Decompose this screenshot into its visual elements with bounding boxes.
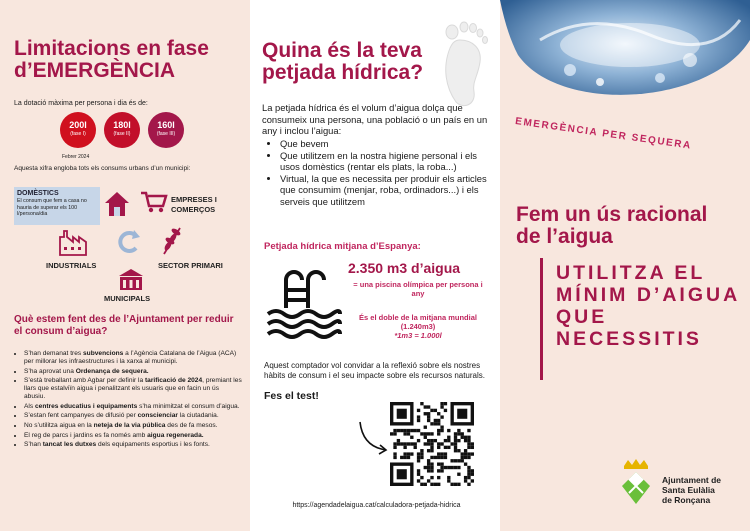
text: S’han [24,441,43,449]
slogan-bar [540,258,543,380]
level-value: 200l [69,120,87,130]
level-phase: (fase II) [113,131,131,137]
list-item [24,377,242,401]
town-line: Ajuntament de [662,475,722,485]
limitations-title: Limitacions en fase d’EMERGÈNCIA [14,37,209,82]
category-companies: EMPRESES I COMERÇOS [171,195,217,214]
qr-code[interactable] [390,402,474,486]
category-municipal: MUNICIPALS [104,294,151,303]
double-text: És el doble de la mitjana mundial (1.240m3) [359,313,477,331]
text: dels equipaments esportius i les fonts. [96,441,210,449]
list-item [24,368,242,376]
text-bold: subvencions [83,350,124,357]
text: a l’Agència Catalana de l’Aigua (ACA) per millorar les infraestructures i la xarxa al municipi. [24,350,237,365]
actions-list [14,350,242,451]
text: No s’utilitza aigua en la [24,421,94,429]
list-item [24,432,242,440]
level-phase: (fase I) [70,131,86,137]
counter-text: Aquest comptador vol convidar a la reflexió sobre els nostres hàbits de consum i el seu impacte sobre els recursos naturals. [264,361,485,380]
house-icon [103,190,131,218]
list-item [24,403,242,411]
text: S’ha aprovat una [24,367,76,375]
text-bold: conscienciar [137,412,178,420]
shopping-cart-icon [140,190,168,214]
recycle-arrow-icon [114,228,142,256]
factory-icon [58,229,88,257]
rational-use-title: Fem un ús racional de l’aigua [516,203,708,248]
text: la ciutadania. [177,412,219,420]
category-primary: SECTOR PRIMARI [158,261,223,270]
text-bold: tarificació de 2024 [144,377,203,385]
calculator-url[interactable]: https://agendadelaigua.cat/calculadora-petjada-hidrica [292,502,461,509]
level-phase-2 [104,112,140,148]
text: S’està treballant amb Agbar per definir la [24,377,145,385]
list-item [24,412,242,420]
town-line: de Ronçana [662,495,711,505]
arrow-icon [356,420,390,456]
text: S’estan fent campanyes de difusió per [24,412,138,420]
text-bold: centres educatius i equipaments [35,402,138,410]
text: , premiant les llars que estalviïn aigua i penalitzant els usuaris que en facin un ús abusiu. [24,377,242,401]
text: El reg de parcs i jardins es fa només amb [24,431,148,439]
list-item: • Virtual, la que es necessita per produir els articles que consumim (menjar, roba, ordinadors...) i els serveis que utilitzem [280,173,490,208]
levels-date: Febrer 2024 [62,154,90,160]
average-value: 2.350 m3 d’aigua [348,260,461,276]
swimming-pool-icon [264,262,344,342]
drought-emergency-ribbon: EMERGÈNCIA PER SEQUERA [514,116,693,152]
list-item: • Que utilitzem en la nostra higiene personal i els usos domèstics (rentar els plats, la roba...) [280,150,490,173]
panel-rational-use [500,0,750,531]
category-industrial: INDUSTRIALS [46,261,97,270]
text: S’han demanat tres [24,350,84,357]
dotation-intro: La dotació màxima per persona i dia és de: [14,100,148,107]
slogan-text: UTILITZA EL MÍNIM D’AIGUA QUE NECESSITIS [556,262,740,350]
town-hall-icon [117,268,145,292]
wheat-icon [158,224,186,256]
level-phase-3 [148,112,184,148]
scope-text: Aquesta xifra engloba tots els consums urbans d’un municipi: [14,165,191,172]
equivalence-text: = una piscina olímpica per persona i any [353,280,483,298]
text-bold: aigua regenerada. [147,431,204,439]
footprint-title: Quina és la teva petjada hídrica? [262,39,424,84]
average-title: Petjada hídrica mitjana d’Espanya: [264,241,421,252]
level-phase: (fase III) [156,131,176,137]
water-splash-image [500,0,750,110]
domestic-desc: El consum que fem a casa no hauria de superar els 100 l/persona/dia [17,198,87,217]
text-bold: neteja de la via pública [93,421,166,429]
m3-note: *1m3 = 1.000l [394,331,442,340]
text: Als [24,402,35,410]
text: des de fa mesos. [165,421,218,429]
panel-limitations [0,0,250,531]
panel-water-footprint [250,0,500,531]
level-phase-1 [60,112,96,148]
text-bold: tancat les dutxes [42,441,97,449]
town-name [662,475,721,505]
text: s’ha minimitzat el consum d’aigua. [137,402,240,410]
footprint-intro: La petjada hídrica és el volum d’aigua dolça que consumeix una persona, una població o un país en un any i inclou l’aigua: [262,102,488,136]
level-value: 180l [113,120,131,130]
footprint-list [270,138,490,207]
town-line: Santa Eulàlia [662,485,715,495]
level-value: 160l [157,120,175,130]
domestic-box [14,187,100,225]
domestic-title: DOMÈSTICS [17,190,59,197]
town-crest-logo [616,458,656,508]
test-label: Fes el test! [264,390,319,402]
list-item: • Que bevem [280,138,490,150]
list-item [24,422,242,430]
text-bold: Ordenança de sequera. [75,367,149,375]
dotation-levels [60,112,190,148]
actions-title: Què estem fent des de l’Ajuntament per reduir el consum d’aigua? [14,314,234,337]
list-item [24,441,242,449]
list-item [24,350,242,366]
